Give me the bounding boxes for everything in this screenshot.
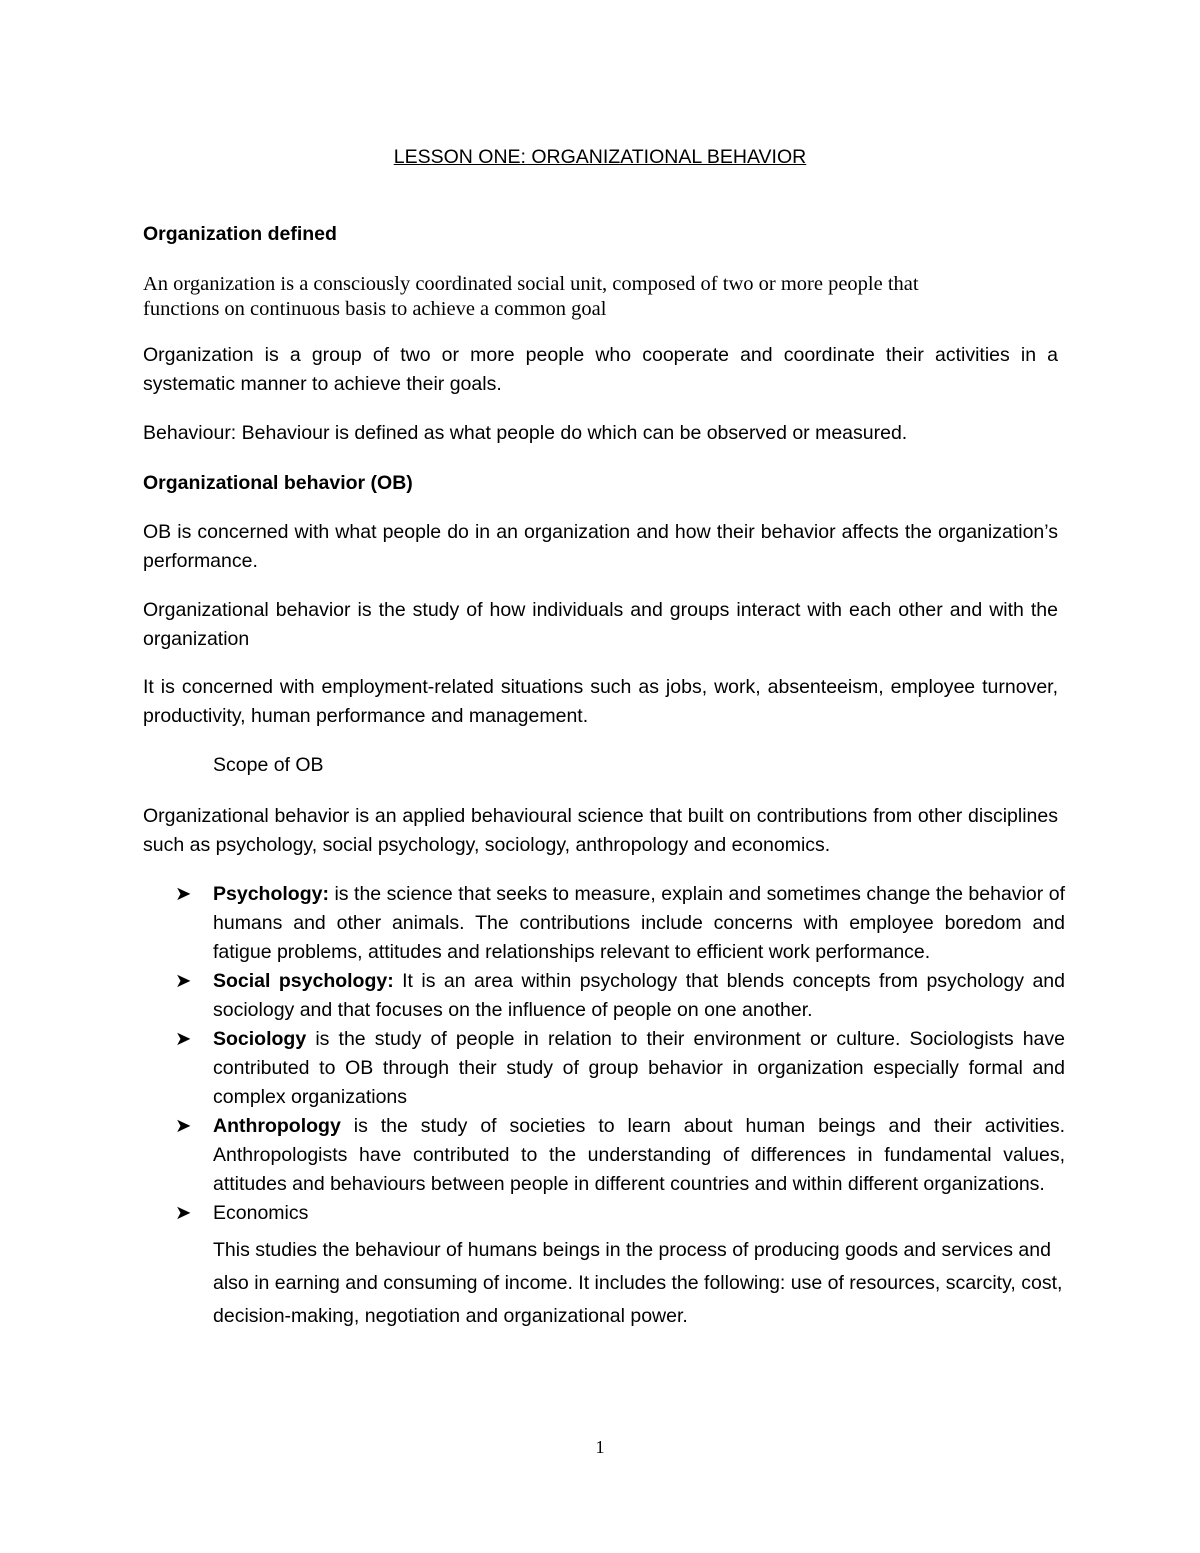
paragraph-ob-concern: OB is concerned with what people do in an organization and how their behavior affects the organization’s performance.	[143, 521, 1058, 572]
section-heading-scope: Scope of OB	[213, 754, 324, 776]
arrow-bullet-icon: ➤	[175, 883, 192, 905]
arrow-bullet-icon: ➤	[175, 1202, 192, 1224]
arrow-bullet-icon: ➤	[175, 1028, 192, 1050]
paragraph-ob-study: Organizational behavior is the study of how individuals and groups interact with each other and with the organization	[143, 599, 1058, 650]
paragraph-behaviour-definition: Behaviour: Behaviour is defined as what people do which can be observed or measured.	[143, 422, 908, 444]
paragraph-economics-description: This studies the behaviour of humans beings in the process of producing goods and services and also in earning and consuming of income. It includes the following: use of resources, scarcity, cost, decision-making, negotiation and organizational power.	[213, 1239, 1063, 1327]
paragraph-scope-intro: Organizational behavior is an applied behavioural science that built on contributions from other disciplines such as psychology, social psychology, sociology, anthropology and economics.	[143, 805, 1058, 856]
list-item-psychology: ➤ Psychology: is the science that seeks to measure, explain and sometimes change the behavior of humans and other animals. The contributions include concerns with employee boredom and fatigue problems, attitudes and relationships relevant to efficient work performance.	[175, 880, 1065, 967]
list-item-economics: ➤ Economics This studies the behaviour of humans beings in the process of producing goods and services and also in earning and consuming of income. It includes the following: use of resources, scarcity, cost, decision-making, negotiation and organizational power.	[175, 1199, 1065, 1333]
arrow-bullet-icon: ➤	[175, 1115, 192, 1137]
paragraph-organization-definition-1-cont: functions on continuous basis to achieve a common goal	[143, 298, 607, 320]
disciplines-list	[175, 880, 1065, 1333]
page-number: 1	[595, 1437, 605, 1457]
paragraph-organization-definition-2: Organization is a group of two or more people who cooperate and coordinate their activities in a systematic manner to achieve their goals.	[143, 344, 1058, 395]
paragraph-ob-situations: It is concerned with employment-related situations such as jobs, work, absenteeism, employee turnover, productivity, human performance and management.	[143, 676, 1058, 727]
section-heading-organizational-behavior: Organizational behavior (OB)	[143, 472, 413, 494]
section-heading-organization-defined: Organization defined	[143, 223, 337, 245]
list-item-sociology: ➤ Sociology is the study of people in relation to their environment or culture. Sociologists have contributed to OB through their study of group behavior in organization especially formal and complex organizations	[175, 1025, 1065, 1112]
arrow-bullet-icon: ➤	[175, 970, 192, 992]
list-item-anthropology: ➤ Anthropology is the study of societies to learn about human beings and their activities. Anthropologists have contributed to the understanding of differences in fundamental values, attitudes and behaviours between people in different countries and within different organizations.	[175, 1112, 1065, 1199]
page-title: LESSON ONE: ORGANIZATIONAL BEHAVIOR	[393, 146, 807, 168]
list-item-social-psychology: ➤ Social psychology: It is an area within psychology that blends concepts from psychology and sociology and that focuses on the influence of people on one another.	[175, 967, 1065, 1025]
paragraph-organization-definition-1: An organization is a consciously coordinated social unit, composed of two or more people that	[143, 273, 919, 295]
